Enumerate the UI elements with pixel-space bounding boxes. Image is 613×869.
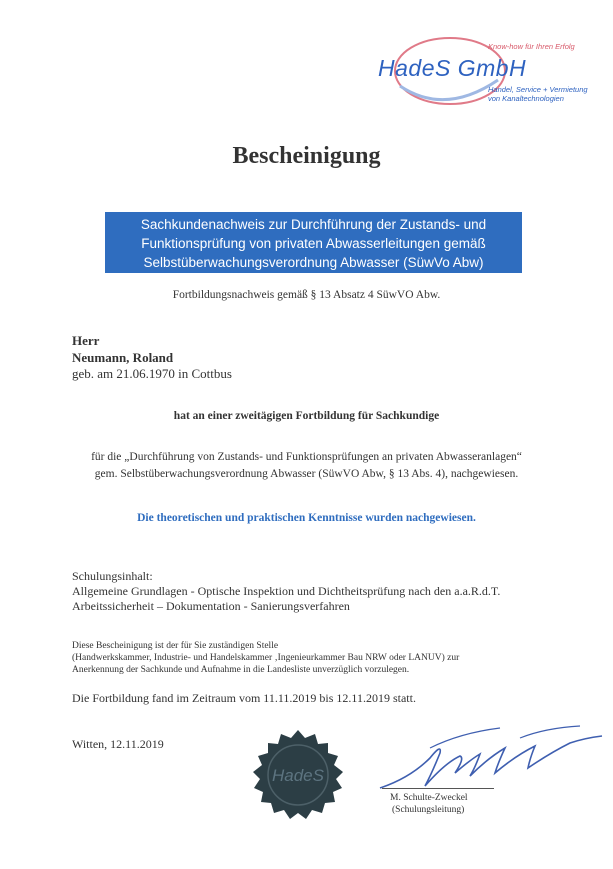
birth-info: geb. am 21.06.1970 in Cottbus	[72, 366, 232, 381]
banner-line: Funktionsprüfung von privaten Abwasserleitungen gemäß	[141, 236, 486, 251]
statement: hat an einer zweitägigen Fortbildung für Sachkundige	[173, 410, 440, 422]
signer-role: (Schulungsleitung)	[392, 805, 465, 815]
banner-line: Sachkundenachweis zur Durchführung der Zustands- und	[140, 217, 487, 232]
content-heading: Schulungsinhalt:	[72, 569, 153, 583]
purpose-line: für die „Durchführung von Zustands- und Funktionsprüfungen an privaten Abwasseranlagen“	[91, 451, 522, 463]
seal-icon	[248, 728, 348, 828]
logo-subtitle-line: von Kanaltechnologien	[488, 94, 564, 103]
logo-tagline: Know-how für Ihren Erfolg	[488, 42, 575, 51]
content-line: Arbeitssicherheit – Dokumentation - Sanierungsverfahren	[72, 599, 350, 613]
purpose-line: gem. Selbstüberwachungsverordnung Abwasser (SüwVO Abw, § 13 Abs. 4), nachgewiesen.	[94, 468, 519, 480]
logo-subtitle	[488, 85, 588, 103]
company-seal	[248, 728, 348, 828]
person-name: Neumann, Roland	[72, 350, 174, 365]
signature-line	[382, 788, 494, 789]
signer-name: M. Schulte-Zweckel	[390, 793, 468, 803]
title-banner	[105, 212, 522, 273]
company-logo	[370, 28, 610, 118]
seal-text: HadeS	[272, 766, 324, 785]
salutation: Herr	[72, 333, 100, 348]
banner-line: Selbstüberwachungsverordnung Abwasser (SüwVo Abw)	[143, 255, 484, 270]
place-date: Witten, 12.11.2019	[72, 737, 164, 751]
knowledge-statement: Die theoretischen und praktischen Kenntnisse wurden nachgewiesen.	[137, 512, 476, 524]
logo-subtitle-line: Handel, Service + Vermietung	[488, 85, 588, 94]
logo-name: HadeS GmbH	[378, 55, 527, 81]
period: Die Fortbildung fand im Zeitraum vom 11.11.2019 bis 12.11.2019 statt.	[72, 691, 416, 705]
notice-line: (Handwerkskammer, Industrie- und Handelskammer ‚Ingenieurkammer Bau NRW oder LANUV) zur	[72, 653, 460, 663]
notice-line: Diese Bescheinigung ist der für Sie zuständigen Stelle	[72, 641, 279, 651]
notice-line: Anerkennung der Sachkunde und Aufnahme in die Landesliste unverzüglich vorzulegen.	[72, 665, 410, 675]
document-title: Bescheinigung	[232, 143, 381, 169]
subtitle: Fortbildungsnachweis gemäß § 13 Absatz 4 SüwVO Abw.	[172, 289, 441, 301]
content-line: Allgemeine Grundlagen - Optische Inspektion und Dichtheitsprüfung nach den a.a.R.d.T.	[72, 584, 501, 598]
